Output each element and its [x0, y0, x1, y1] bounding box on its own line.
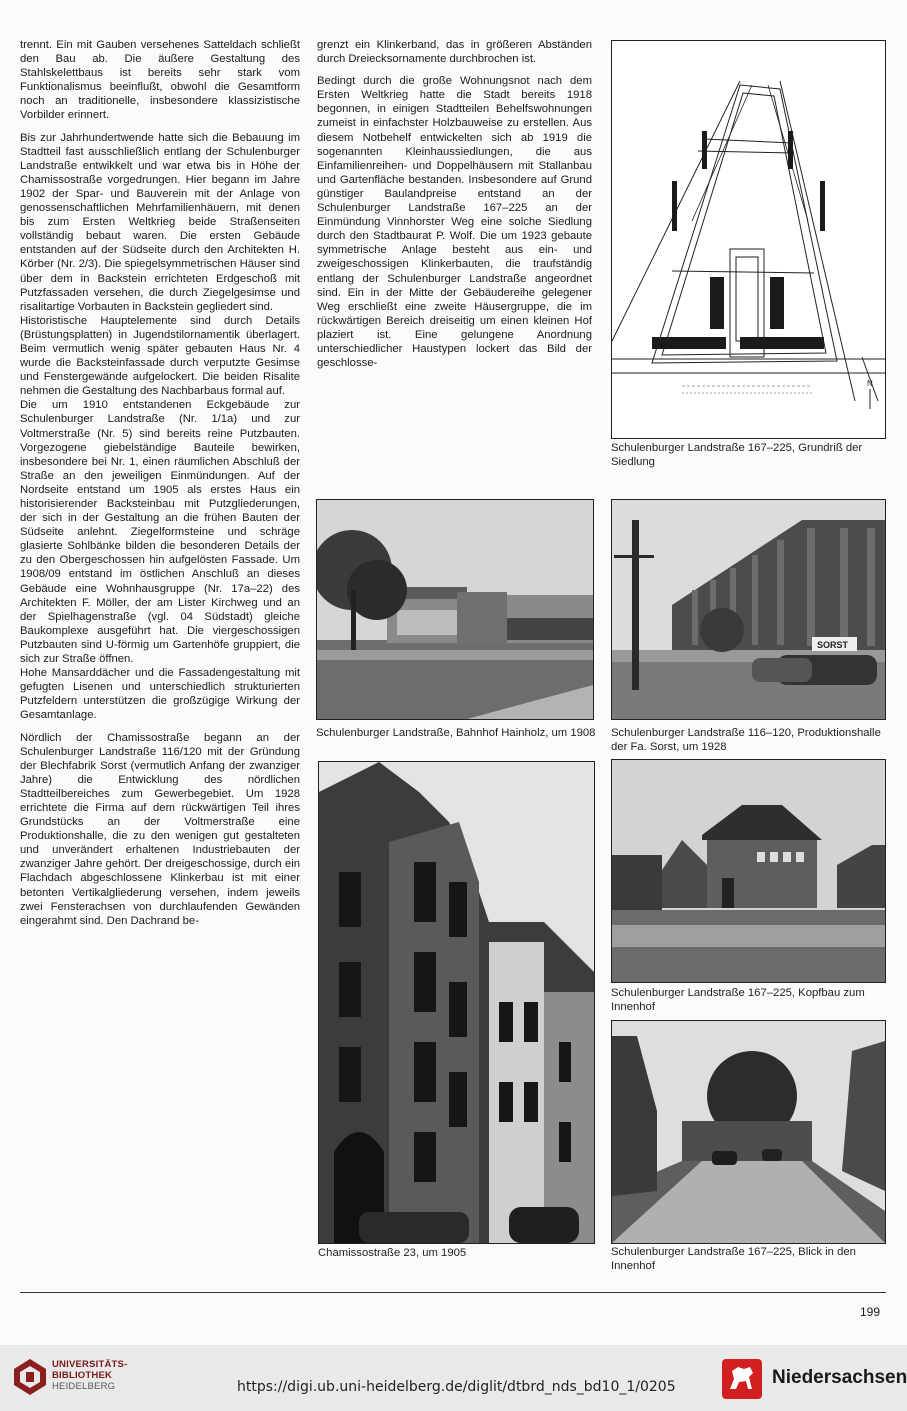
paragraph: grenzt ein Klinkerband, das in größeren Abständen durch Dreiecksornamente durchbrochen ist. — [317, 39, 592, 66]
document-url[interactable]: https://digi.ub.uni-heidelberg.de/diglit/dtbrd_nds_bd10_1/0205 — [237, 1379, 676, 1395]
paragraph: trennt. Ein mit Gauben versehenes Satteldach schließt den Bau ab. Die äußere Gestaltung des Stahlskelettbaus ist bereits sehr stark vom Funktionalismus beeinflußt, obwohl die Gesamtform noch an traditionelle, insbesondere klassizistische Vorbilder erinnert. — [20, 39, 300, 122]
library-name[interactable] — [52, 1359, 127, 1392]
paragraph: Historistische Hauptelemente sind durch Details (Brüstungsplatten) in Jugendstilornamentik überlagert. Beim vermutlich wenig später gebauten Haus Nr. 4 wurde die Backsteinfassade durch verputzte Gesimse und Fenstergewände aufgelockert. Die beiden Risalite nehmen die Gestaltung des Nachbarbaus formal auf. — [20, 314, 300, 398]
partner-name[interactable]: Niedersachsen — [772, 1367, 907, 1388]
photo-kopfbau — [611, 759, 886, 983]
page-number: 199 — [860, 1305, 881, 1319]
library-line: HEIDELBERG — [52, 1381, 116, 1392]
photo-produktionshalle-sorst — [611, 499, 886, 720]
plan-caption: Schulenburger Landstraße 167–225, Grundriß der Siedlung — [611, 442, 863, 468]
site-plan-figure — [611, 40, 886, 439]
library-line: BIBLIOTHEK — [52, 1370, 113, 1381]
photo-bahnhof-hainholz — [316, 499, 594, 720]
photo-kopfbau-caption: Schulenburger Landstraße 167–225, Kopfbau zum Innenhof — [611, 987, 865, 1013]
paragraph: Nördlich der Chamissostraße begann an der Schulenburger Landstraße 116/120 mit der Gründung der Blechfabrik Sorst (vermutlich Anfang der zwanziger Jahre) die Entwicklung des nördlichen Stadtteilbereiches zum Gewerbegebiet. Um 1928 errichtete die Firma auf dem rückwärtigen Teil ihres Grundstücks an der Voltmerstraße eine Produktionshalle, die zu den wenigen gut gestalteten und unverändert erhaltenen Industriebauten der zwanziger Jahre gehört. Der dreigeschossige, durch ein Flachdach abgeschlossene Klinkerbau ist mit einer betonten Vertikalgliederung versehen, indem jeweils zwei Fensterachsen von durchlaufenden Gewänden eingerahmt sind. Den Dachrand be- — [20, 731, 300, 927]
paragraph: Hohe Mansarddächer und die Fassadengestaltung mit gefugten Lisenen und unterschiedlich strukturierten Putzfeldern unterstützen die großzügige Wirkung der Gesamtanlage. — [20, 667, 300, 722]
text-column-middle — [317, 38, 592, 378]
paragraph: Die um 1910 entstandenen Eckgebäude zur Schulenburger Landstraße (Nr. 1/1a) und zur Voltmerstraße (Nr. 5) sind bereits reine Putzbauten. Vorgezogene giebelständige Bauteile bewirken, insbesondere bei Nr. 1, einen räumlichen Abschluß der Straße an den jeweiligen Einmündungen. Auf der Nordseite entstand um 1905 als erstes Haus ein historisierender Backsteinbau mit Putzgliederungen, der sich in der Gestaltung an die frühen Bauten der Südseite anlehnt. Ziegelformsteine und schräge glasierte Sohlbänke bilden die besonderen Details der zu den Obergeschossen hin aufgelösten Fassade. Um 1908/09 entstand im östlichen Anschluß an dieses Gebäude eine Wohnhausgruppe (Nr. 17a–22) des Architekten F. Möller, der am Lister Kirchweg und an der Spielhagenstraße (vgl. 04 Südstadt) gleiche Baukomplexe ausgeführt hat. Die viergeschossigen Putzbauten sind U-förmig um Gartenhöfe gruppiert, die sich zur Straße öffnen. — [20, 399, 300, 666]
photo-innenhof-caption: Schulenburger Landstraße 167–225, Blick in den Innenhof — [611, 1246, 856, 1272]
photo-image — [612, 1021, 885, 1243]
photo-image — [317, 500, 593, 719]
photo-image — [612, 500, 885, 719]
library-line: UNIVERSITÄTS- — [52, 1359, 128, 1370]
site-plan-drawing — [612, 41, 885, 438]
photo-image — [612, 760, 885, 982]
sign-text: SORST — [817, 640, 849, 650]
photo-chamissostrasse — [318, 761, 595, 1244]
photo-sorst-caption: Schulenburger Landstraße 116–120, Produktionshalle der Fa. Sorst, um 1928 — [611, 727, 881, 753]
text-column-left — [20, 38, 300, 936]
photo-bahnhof-caption: Schulenburger Landstraße, Bahnhof Hainholz, um 1908 — [316, 727, 596, 739]
photo-image — [319, 762, 594, 1243]
footer-rule — [20, 1292, 886, 1293]
viewer-footer — [0, 1345, 907, 1411]
svg-text:N: N — [867, 379, 873, 388]
paragraph: Bedingt durch die große Wohnungsnot nach dem Ersten Weltkrieg hatte die Stadt bereits 1918 begonnen, in einigen Stadtteilen Behelfswohnungen zumeist in einfachster Holzbauweise zu erstellen. Aus diesem Notbehelf entwickelten sich ab 1919 die sogenannten Kleinhaussiedlungen, die aus Einfamilienreihen- und Doppelhäusern mit Stallanbau und Gartenfläche bestanden. Insbesondere auf Grund günstiger Baulandpreise entstand an der Schulenburger Landstraße 167–225 an der Einmündung Vinnhorster Weg eine solche Siedlung durch den Stadtbaurat P. Wolf. Die um 1923 gebaute symmetrische Anlage besteht aus ein- und zweigeschossigen Klinkerbauten, die traufständig entlang der Schulenburger Landstraße angeordnet sind. Ein in der Mitte der Gebäudereihe gelegener Weg erschließt eine zweite Häusergruppe, die im rückwärtigen Bereich dreiseitig um einen kleinen Hof plaziert ist. Eine gelungene Anordnung unterschiedlicher Haustypen lockert das Bild der geschlosse- — [317, 75, 592, 370]
university-library-logo-icon[interactable] — [12, 1357, 48, 1397]
niedersachsen-horse-icon[interactable] — [722, 1359, 762, 1399]
photo-innenhof — [611, 1020, 886, 1244]
paragraph: Bis zur Jahrhundertwende hatte sich die Bebauung im Stadtteil fast ausschließlich entlang der Schulenburger Landstraße entwikkelt und war etwa bis in Höhe der Chamissostraße vorgedrungen. Hier begann im Jahre 1902 der Spar- und Bauverein mit der Anlage von genossenschaftlichen Mehrfamilienhäuern, mit denen bis zum Ersten Weltkrieg beide Straßenseiten vollständig bebaut waren. Die ersten Gebäude entstanden auf der Südseite durch den Architekten H. Körber (Nr. 2/3). Die spiegelsymmetrischen Häuser sind über dem in Backstein errichteten Erdgeschoß mit Putzfassaden versehen, die durch Ziegelgesimse und risalitartige Vorbauten in Backstein gegliedert sind. — [20, 131, 300, 313]
photo-chamisso-caption: Chamissostraße 23, um 1905 — [318, 1247, 467, 1259]
